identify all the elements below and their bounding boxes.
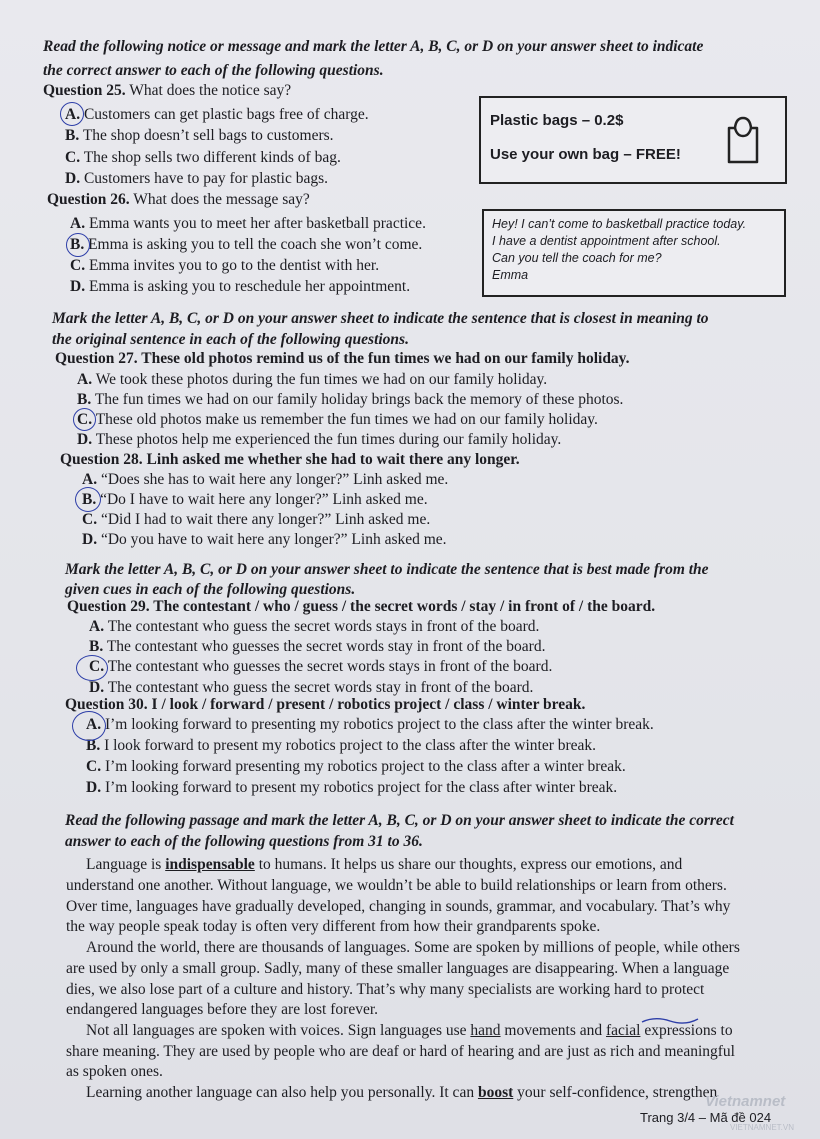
message-line-1: Hey! I can’t come to basketball practice today.	[492, 217, 747, 231]
section2-instruction-line1: Mark the letter A, B, C, or D on your answer sheet to indicate the sentence that is closest in meaning to	[52, 310, 709, 327]
q28-option-a: A. “Does she has to wait here any longer?” Linh asked me.	[82, 471, 449, 488]
passage-p2-line1: Around the world, there are thousands of languages. Some are spoken by millions of people, while others	[86, 939, 740, 956]
passage-p1-line4: the way people speak today is often very different from how their grandparents spoke.	[66, 918, 601, 935]
watermark-url: VIETNAMNET.VN	[730, 1123, 795, 1132]
answer-mark-q27-c	[73, 408, 96, 431]
answer-mark-q29-c	[76, 655, 108, 681]
plastic-bag-notice	[479, 96, 787, 184]
q29-option-c: C. The contestant who guesses the secret words stays in front of the board.	[89, 658, 553, 675]
q25-option-b: B. The shop doesn’t sell bags to customers.	[65, 127, 334, 144]
q30-option-b: B. I look forward to present my robotics project to the class after the winter break.	[86, 737, 597, 754]
notice-line-1: Plastic bags – 0.2$	[490, 112, 624, 129]
question-25	[43, 82, 291, 100]
pen-underline-mark	[640, 1014, 700, 1026]
q29-option-d: D. The contestant who guess the secret words stay in front of the board.	[89, 679, 534, 696]
question-26	[47, 191, 310, 209]
q30-option-d: D. I’m looking forward to present my robotics project for the class after winter break.	[86, 779, 618, 796]
message-line-2: I have a dentist appointment after school.	[492, 234, 721, 248]
passage-p2-line3: dies, we also lose part of a culture and history. That’s why many specialists are working hard to protect	[66, 981, 705, 998]
q27-option-c: C. These old photos make us remember the fun times we had on our family holiday.	[77, 411, 598, 428]
answer-mark-q28-b	[75, 487, 101, 512]
q30-option-c: C. I’m looking forward presenting my robotics project to the class after a winter break.	[86, 758, 626, 775]
passage-p1-line1: Language is indispensable to humans. It helps us share our thoughts, express our emotions, and	[86, 856, 683, 873]
q30-option-a: A. I’m looking forward to presenting my robotics project to the class after the winter break.	[86, 716, 654, 733]
q27-option-d: D. These photos help me experienced the fun times during our family holiday.	[77, 431, 562, 448]
passage-p1-line3: Over time, languages have gradually developed, changing in sounds, grammar, and vocabulary. That’s why	[66, 898, 731, 915]
section3-instruction-line2: given cues in each of the following questions.	[65, 581, 356, 598]
passage-p2-line4: endangered languages before they are lost forever.	[66, 1001, 379, 1018]
question-26-stem: What does the message say?	[129, 191, 310, 208]
page-number: Trang 3/4 – Mã đề 024	[640, 1110, 772, 1125]
q27-option-a: A. We took these photos during the fun times we had on our family holiday.	[77, 371, 548, 388]
message-line-3: Can you tell the coach for me?	[492, 251, 662, 265]
q25-option-a: A. Customers can get plastic bags free of charge.	[65, 106, 369, 123]
keyword-indispensable: indispensable	[165, 856, 255, 873]
section1-instruction-line2: the correct answer to each of the following questions.	[43, 62, 384, 79]
question-27-label: Question 27. These old photos remind us of the fun times we had on our family holiday.	[55, 350, 630, 367]
q28-option-c: C. “Did I had to wait there any longer?” Linh asked me.	[82, 511, 431, 528]
keyword-facial: facial	[606, 1022, 641, 1039]
passage-p4-line1: Learning another language can also help you personally. It can boost your self-confidence, strengthen	[86, 1084, 718, 1101]
passage-p1-line2: understand one another. Without language, we wouldn’t be able to build relationships or learn from others.	[66, 877, 727, 894]
question-30-label: Question 30. I / look / forward / present / robotics project / class / winter break.	[65, 696, 586, 713]
q26-option-b: B. Emma is asking you to tell the coach she won’t come.	[70, 236, 423, 253]
q29-option-a: A. The contestant who guess the secret words stays in front of the board.	[89, 618, 540, 635]
notice-line-2: Use your own bag – FREE!	[490, 146, 681, 163]
message-line-4: Emma	[492, 268, 529, 282]
watermark-logo: Vietnamnet	[705, 1093, 786, 1110]
question-26-label: Question 26.	[47, 191, 130, 208]
shopping-bag-icon	[723, 114, 763, 166]
q28-option-b: B. “Do I have to wait here any longer?” Linh asked me.	[82, 491, 428, 508]
emma-message	[482, 209, 786, 297]
question-25-label: Question 25.	[43, 82, 126, 99]
q25-option-d: D. Customers have to pay for plastic bags.	[65, 170, 329, 187]
question-29-label: Question 29. The contestant / who / guess / the secret words / stay / in front of / the board.	[67, 598, 656, 615]
passage-p3-line1: Not all languages are spoken with voices. Sign languages use hand movements and facial expressions to	[86, 1022, 733, 1039]
answer-mark-q30-a	[72, 711, 106, 741]
q26-option-a: A. Emma wants you to meet her after basketball practice.	[70, 215, 426, 232]
q28-option-d: D. “Do you have to wait here any longer?” Linh asked me.	[82, 531, 447, 548]
question-25-stem: What does the notice say?	[125, 82, 292, 99]
passage-p2-line2: are used by only a small group. Sadly, many of these smaller languages are disappearing. When a language	[66, 960, 730, 977]
question-28-label: Question 28. Linh asked me whether she had to wait there any longer.	[60, 451, 520, 468]
q25-option-c: C. The shop sells two different kinds of bag.	[65, 149, 341, 166]
passage-p3-line3: as spoken ones.	[66, 1063, 163, 1080]
keyword-boost: boost	[477, 1084, 514, 1101]
section4-instruction-line1: Read the following passage and mark the letter A, B, C, or D on your answer sheet to indicate the correct	[65, 812, 734, 829]
answer-mark-q26-b	[66, 233, 90, 257]
section3-instruction-line1: Mark the letter A, B, C, or D on your answer sheet to indicate the sentence that is best made from the	[65, 561, 709, 578]
q29-option-b: B. The contestant who guesses the secret words stay in front of the board.	[89, 638, 546, 655]
section4-instruction-line2: answer to each of the following questions from 31 to 36.	[65, 833, 423, 850]
keyword-hand: hand	[470, 1022, 501, 1039]
section2-instruction-line2: the original sentence in each of the following questions.	[52, 331, 409, 348]
q26-option-c: C. Emma invites you to go to the dentist with her.	[70, 257, 380, 274]
answer-mark-q25-a	[60, 102, 84, 126]
q27-option-b: B. The fun times we had on our family holiday brings back the memory of these photos.	[77, 391, 624, 408]
passage-p3-line2: share meaning. They are used by people who are deaf or hard of hearing and are just as rich and meaningful	[66, 1043, 735, 1060]
q26-option-d: D. Emma is asking you to reschedule her appointment.	[70, 278, 411, 295]
section1-instruction-line1: Read the following notice or message and mark the letter A, B, C, or D on your answer sheet to indicate	[43, 38, 704, 55]
